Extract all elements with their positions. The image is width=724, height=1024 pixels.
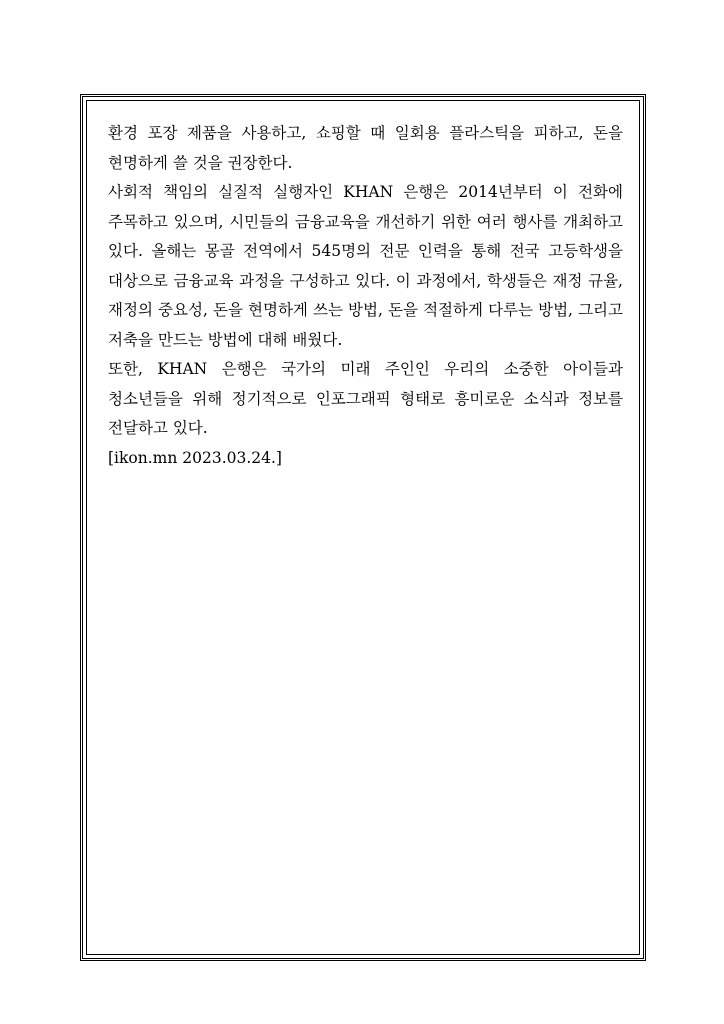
source-note: [ikon.mn 2023.03.24.] — [108, 448, 282, 467]
paragraph-intro: 환경 포장 제품을 사용하고, 쇼핑할 때 일회용 플라스틱을 피하고, 돈을 현명하게 쓸 것을 권장한다. — [108, 124, 623, 172]
page-border — [80, 94, 646, 961]
text-body — [108, 119, 623, 473]
paragraph-khan-bank-education: 사회적 책임의 실질적 실행자인 KHAN 은행은 2014년부터 이 전화에 주목하고 있으며, 시민들의 금융교육을 개선하기 위한 여러 행사를 개최하고 있다. 올해는 몽골 전역에서 545명의 전문 인력을 통해 전국 고등학생을 대상으로 금융교육 과정을 구성하고 있다. 이 과정에서, 학생들은 재정 규율, 재정의 중요성, 돈을 현명하게 쓰는 방법, 돈을 적절하게 다루는 방법, 그리고 저축을 만드는 방법에 대해 배웠다. — [108, 183, 623, 349]
paragraph-infographics: 또한, KHAN 은행은 국가의 미래 주인인 우리의 소중한 아이들과 청소년들을 위해 정기적으로 인포그래픽 형태로 흥미로운 소식과 정보를 전달하고 있다. — [108, 360, 623, 437]
page-border-inner — [86, 100, 640, 955]
